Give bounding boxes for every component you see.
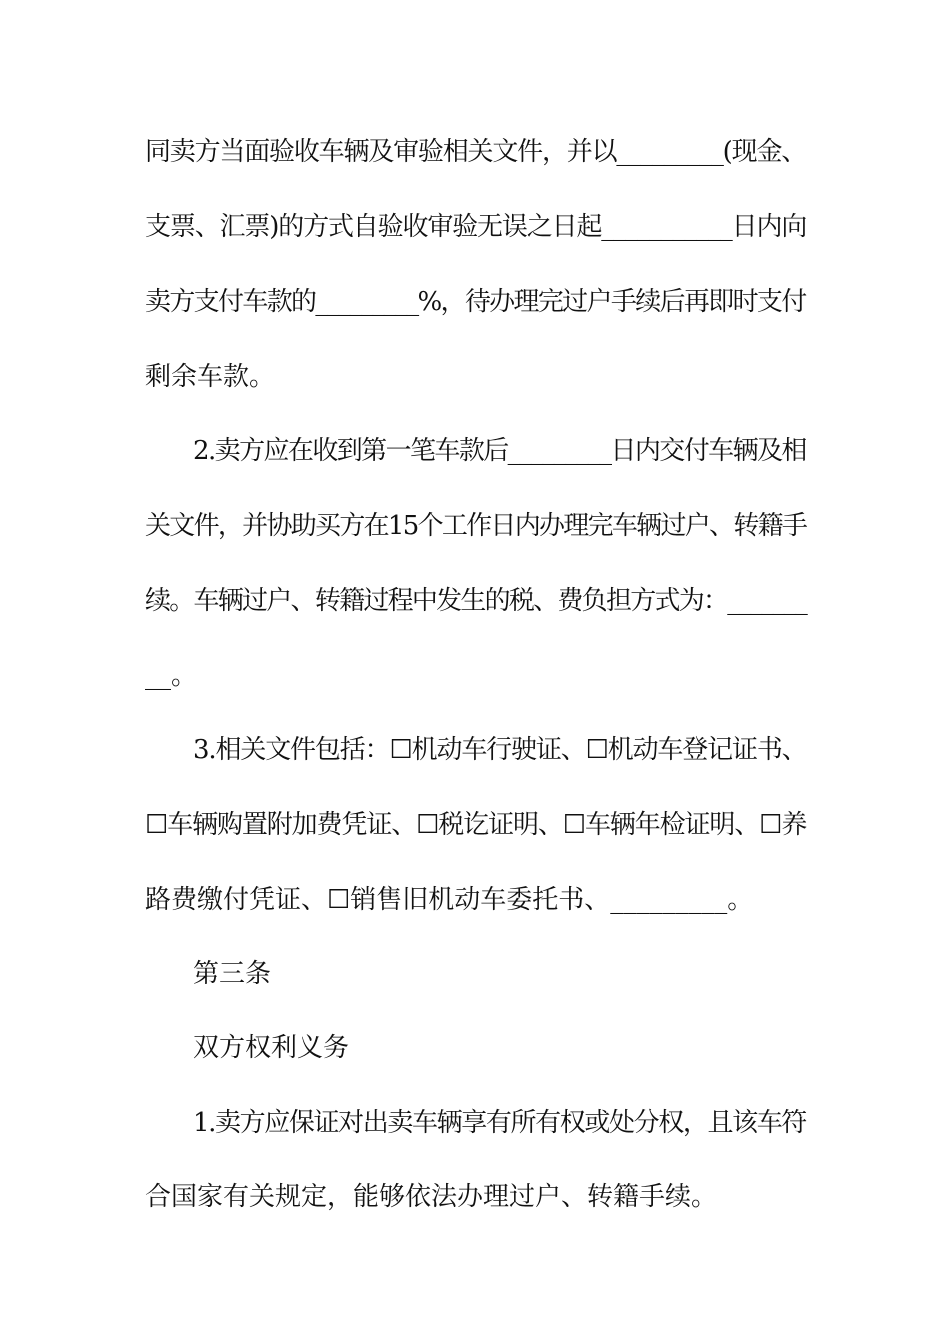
text-line: 合国家有关规定，能够依法办理过户、转籍手续。 (145, 1182, 718, 1212)
text-line: 剩余车款。 (145, 362, 276, 392)
section-heading: 双方权利义务 (193, 1033, 350, 1063)
text-line: 续。车辆过户、转籍过程中发生的税、费负担方式为：_______ (145, 586, 807, 616)
text-line: 1.卖方应保证对出卖车辆享有所有权或处分权，且该车符 (193, 1108, 806, 1138)
text-line: 卖方支付车款的_________%，待办理完过户手续后再即时支付 (145, 287, 806, 317)
text-line: 关文件，并协助买方在15个工作日内办理完车辆过户、转籍手 (145, 511, 807, 541)
text-line: 路费缴付凭证、☐销售旧机动车委托书、_________。 (145, 885, 754, 915)
text-line: 同卖方当面验收车辆及审验相关文件，并以_________(现金、 (145, 137, 807, 167)
text-line: 3.相关文件包括：☐机动车行驶证、☐机动车登记证书、 (193, 735, 807, 765)
text-line: 2.卖方应在收到第一笔车款后_________日内交付车辆及相 (193, 436, 806, 466)
text-line: 支票、汇票)的方式自验收审验无误之日起___________日内向 (145, 212, 807, 242)
text-line: ☐车辆购置附加费凭证、☐税讫证明、☐车辆年检证明、☐养 (145, 810, 807, 840)
article-heading: 第三条 (193, 959, 272, 989)
text-line: __。 (145, 661, 198, 691)
